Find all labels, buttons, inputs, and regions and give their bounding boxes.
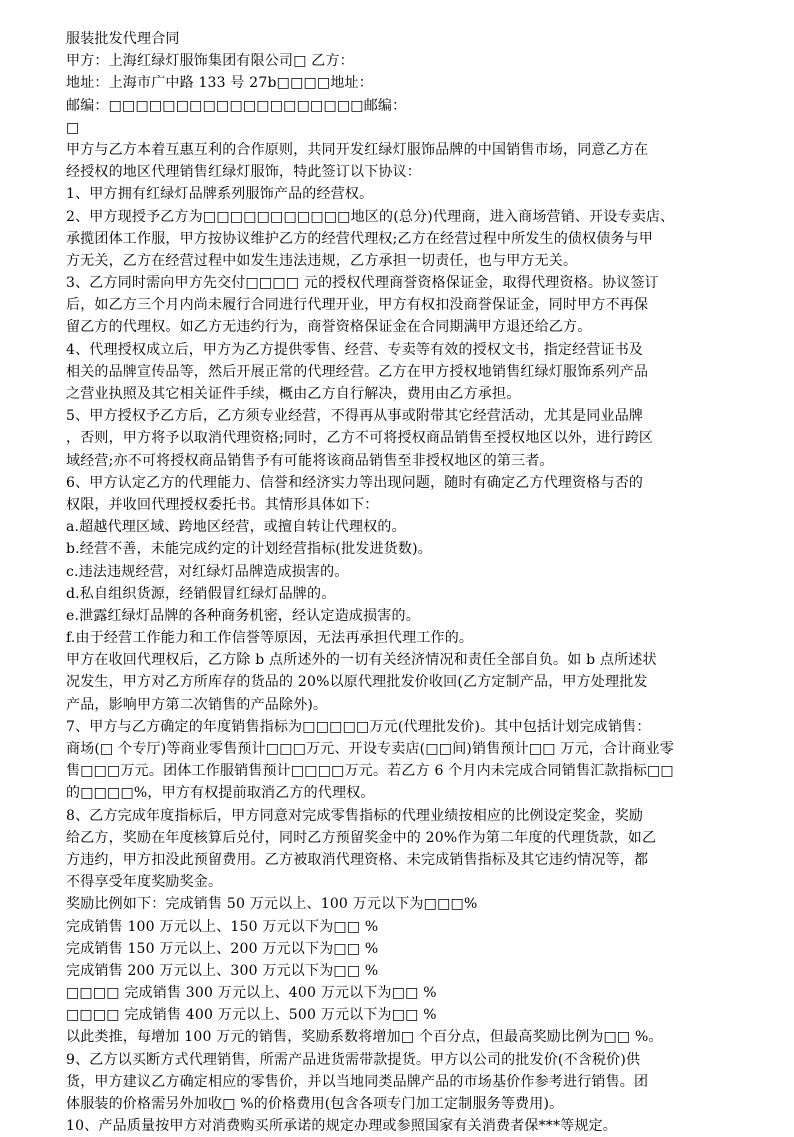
text-line: 承揽团体工作服，甲方按协议维护乙方的经营代理权;乙方在经营过程中所发生的债权债务与甲 — [66, 230, 654, 247]
text-line: 留乙方的代理权。如乙方无违约行为，商誉资格保证金在合同期满甲方退还给乙方。 — [66, 319, 592, 336]
text-line: 方无关，乙方在经营过程中如发生违法违规，乙方承担一切责任，也与甲方无关。 — [66, 252, 578, 269]
text-line: 8、乙方完成年度指标后，甲方同意对完成零售指标的代理业绩按相应的比例设定奖金，奖励 — [66, 807, 644, 824]
text-line: 邮编：□□□□□□□□□□□□□□□□□□□邮编： — [66, 97, 407, 114]
text-line: 况发生，甲方对乙方所库存的货品的 20%以原代理批发价收回(乙方定制产品，甲方处理批发 — [66, 674, 648, 691]
text-line: 产品，影响甲方第二次销售的产品除外)。 — [66, 696, 328, 713]
text-line: ，否则，甲方将予以取消代理资格;同时，乙方不可将授权商品销售至授权地区以外，进行跨区 — [66, 430, 654, 447]
text-line: 商场(□ 个专厅)等商业零售预计□□□万元、开设专卖店(□□间)销售预计□□ 万元，合计商业零 — [66, 741, 674, 757]
text-line: 之营业执照及其它相关证件手续，概由乙方自行解决，费用由乙方承担。 — [66, 386, 521, 402]
text-line: b.经营不善，未能完成约定的计划经营指标(批发进货数)。 — [66, 541, 432, 558]
text-line: e.泄露红绿灯品牌的各种商务机密，经认定造成损害的。 — [66, 607, 420, 624]
text-line: 6、甲方认定乙方的代理能力、信誉和经济实力等出现问题，随时有确定乙方代理资格与否的 — [66, 474, 644, 491]
text-line: □□□□ 完成销售 300 万元以上、400 万元以下为□□ % — [66, 985, 437, 1002]
text-line: 甲方在收回代理权后，乙方除 b 点所述外的一切有关经济情况和责任全部自负。如 b 点所述状 — [66, 652, 657, 669]
text-line: 的□□□□%，甲方有权提前取消乙方的代理权。 — [66, 785, 375, 802]
text-line: 完成销售 200 万元以上、300 万元以下为□□ % — [66, 962, 379, 979]
text-line: 7、甲方与乙方确定的年度销售指标为□□□□□万元(代理批发价)。其中包括计划完成销售： — [66, 718, 651, 735]
text-line: 后，如乙方三个月内尚未履行合同进行代理开业，甲方有权扣没商誉保证金，同时甲方不再保 — [66, 297, 649, 314]
contract-body — [66, 28, 752, 1137]
text-line: 地址：上海市广中路 133 号 27b□□□□地址： — [66, 75, 373, 92]
text-line: 给乙方，奖励在年度核算后兑付，同时乙方预留奖金中的 20%作为第二年度的代理货款，如乙 — [66, 829, 657, 846]
text-line: 甲方与乙方本着互惠互利的合作原则，共同开发红绿灯服饰品牌的中国销售市场，同意乙方在 — [66, 141, 649, 158]
text-line: 体服装的价格需另外加收□ %的价格费用(包含各项专门加工定制服务等费用)。 — [66, 1096, 564, 1112]
text-line: 9、乙方以买断方式代理销售，所需产品进货需带款提货。甲方以公司的批发价(不含税价)供 — [66, 1051, 641, 1068]
text-line: a.超越代理区域、跨地区经营，或擅自转让代理权的。 — [66, 519, 406, 536]
text-line: 10、产品质量按甲方对消费购买所承诺的规定办理或参照国家有关消费者保***等规定。 — [66, 1118, 618, 1135]
text-line: 域经营;亦不可将授权商品销售予有可能将该商品销售至非授权地区的第三者。 — [66, 452, 554, 469]
document-title: 服装批发代理合同 — [66, 31, 180, 47]
text-line: 4、代理授权成立后，甲方为乙方提供零售、经营、专卖等有效的授权文书，指定经营证书及 — [66, 341, 644, 358]
text-line: d.私自组织货源，经销假冒红绿灯品牌的。 — [66, 585, 336, 602]
text-line: 完成销售 150 万元以上、200 万元以下为□□ % — [66, 940, 379, 957]
text-line: □□□□ 完成销售 400 万元以上、500 万元以下为□□ % — [66, 1007, 437, 1024]
text-line: 不得享受年度奖励奖金。 — [66, 874, 223, 891]
text-line: c.违法违规经营，对红绿灯品牌造成损害的。 — [66, 563, 349, 580]
text-line: 5、甲方授权予乙方后，乙方须专业经营，不得再从事或附带其它经营活动，尤其是同业品牌 — [66, 408, 644, 425]
text-line: 3、乙方同时需向甲方先交付□□□□ 元的授权代理商誉资格保证金，取得代理资格。协议签订 — [66, 275, 659, 292]
text-line: 货，甲方建议乙方确定相应的零售价，并以当地同类品牌产品的市场基价作参考进行销售。团 — [66, 1073, 649, 1090]
text-line: 甲方：上海红绿灯服饰集团有限公司□ 乙方： — [66, 53, 354, 70]
text-line: 完成销售 100 万元以上、150 万元以下为□□ % — [66, 918, 379, 935]
text-line: 售□□□万元。团体工作服销售预计□□□□万元。若乙方 6 个月内未完成合同销售汇款指标□□ — [66, 763, 674, 780]
text-line: 权限，并收回代理授权委托书。其情形具体如下： — [66, 496, 379, 513]
text-line: 2、甲方现授予乙方为□□□□□□□□□□□地区的(总分)代理商，进入商场营销、开设专卖店、 — [66, 208, 675, 225]
text-line: 1、甲方拥有红绿灯品牌系列服饰产品的经营权。 — [66, 186, 374, 203]
text-line: f.由于经营工作能力和工作信誉等原因，无法再承担代理工作的。 — [66, 630, 474, 647]
text-line: □ — [66, 119, 80, 136]
text-line: 奖励比例如下：完成销售 50 万元以上、100 万元以下为□□□% — [66, 896, 478, 913]
text-line: 经授权的地区代理销售红绿灯服饰，特此签订以下协议： — [66, 164, 421, 181]
text-line: 相关的品牌宣传品等，然后开展正常的代理经营。乙方在甲方授权地销售红绿灯服饰系列产品 — [66, 363, 649, 380]
text-line: 方违约，甲方扣没此预留费用。乙方被取消代理资格、未完成销售指标及其它违约情况等，都 — [66, 851, 649, 868]
text-line: 以此类推，每增加 100 万元的销售，奖励系数将增加□ 个百分点，但最高奖励比例为□□ %。 — [66, 1029, 663, 1046]
